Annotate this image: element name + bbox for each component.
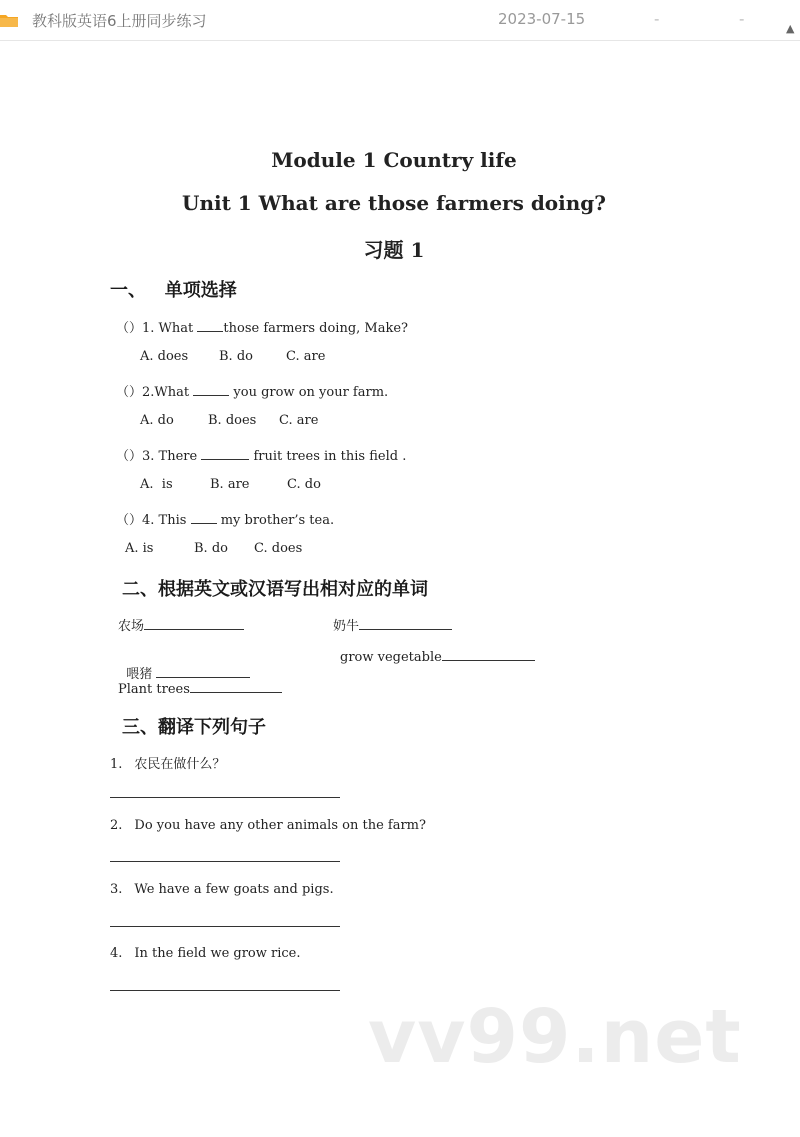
folder-icon: [0, 13, 18, 27]
document-date: 2023-07-15: [498, 10, 586, 28]
q2-option-b: B. does: [208, 413, 257, 428]
answer-line-4[interactable]: [110, 990, 340, 991]
answer-blank: [190, 680, 282, 693]
vocab-item-cow: 奶牛: [333, 615, 452, 634]
exercise-title: 习题 1: [363, 238, 425, 262]
question-3: （）3. There fruit trees in this field .: [116, 449, 407, 464]
module-title: Module 1 Country life: [271, 148, 517, 172]
unit-title: Unit 1 What are those farmers doing?: [182, 191, 606, 215]
answer-blank: [193, 383, 229, 396]
q2-option-a: A. do: [140, 413, 174, 428]
q2-option-c: C. are: [279, 413, 319, 428]
watermark: vv99.net: [368, 994, 742, 1080]
vocab-item-farm: 农场: [118, 615, 244, 634]
section2-title: 二、根据英文或汉语写出相对应的单词: [122, 579, 428, 600]
answer-line-3[interactable]: [110, 926, 340, 927]
translate-sentence-1: 1. 农民在做什么？: [110, 757, 226, 772]
vocab-item-plant-trees: Plant trees: [118, 680, 282, 697]
section1-title: 一、 单项选择: [110, 280, 237, 301]
meta-placeholder-2: -: [739, 10, 745, 28]
translate-sentence-3: 3. We have a few goats and pigs.: [110, 882, 334, 897]
vocab-item-grow-vegetable: grow vegetable: [340, 648, 535, 665]
scroll-up-arrow-icon[interactable]: ▲: [786, 22, 795, 35]
q3-option-c: C. do: [287, 477, 321, 492]
question-2: （）2.What you grow on your farm.: [116, 385, 389, 400]
answer-blank: [197, 319, 223, 332]
q3-option-a: A. is: [140, 477, 173, 492]
answer-blank: [359, 617, 452, 630]
answer-blank: [201, 447, 249, 460]
top-bar: [0, 0, 800, 41]
q4-option-a: A. is: [125, 541, 154, 556]
document-title: 教科版英语6上册同步练习: [32, 12, 207, 30]
answer-line-2[interactable]: [110, 861, 340, 862]
section3-title: 三、翻译下列句子: [122, 717, 266, 738]
question-4: （）4. This my brother’s tea.: [116, 513, 335, 528]
vocab-item-feed-pigs: 喂猪: [118, 648, 250, 682]
q1-option-b: B. do: [219, 349, 253, 364]
q1-option-c: C. are: [286, 349, 326, 364]
q1-option-a: A. does: [140, 349, 189, 364]
answer-blank: [191, 511, 217, 524]
q4-option-c: C. does: [254, 541, 303, 556]
answer-blank: [442, 648, 535, 661]
translate-sentence-4: 4. In the field we grow rice.: [110, 946, 301, 961]
answer-line-1[interactable]: [110, 797, 340, 798]
translate-sentence-2: 2. Do you have any other animals on the farm?: [110, 818, 426, 833]
answer-blank: [156, 665, 250, 678]
answer-blank: [144, 617, 244, 630]
q4-option-b: B. do: [194, 541, 228, 556]
q3-option-b: B. are: [210, 477, 250, 492]
meta-placeholder-1: -: [654, 10, 660, 28]
question-1: （）1. What those farmers doing, Make?: [116, 321, 409, 336]
